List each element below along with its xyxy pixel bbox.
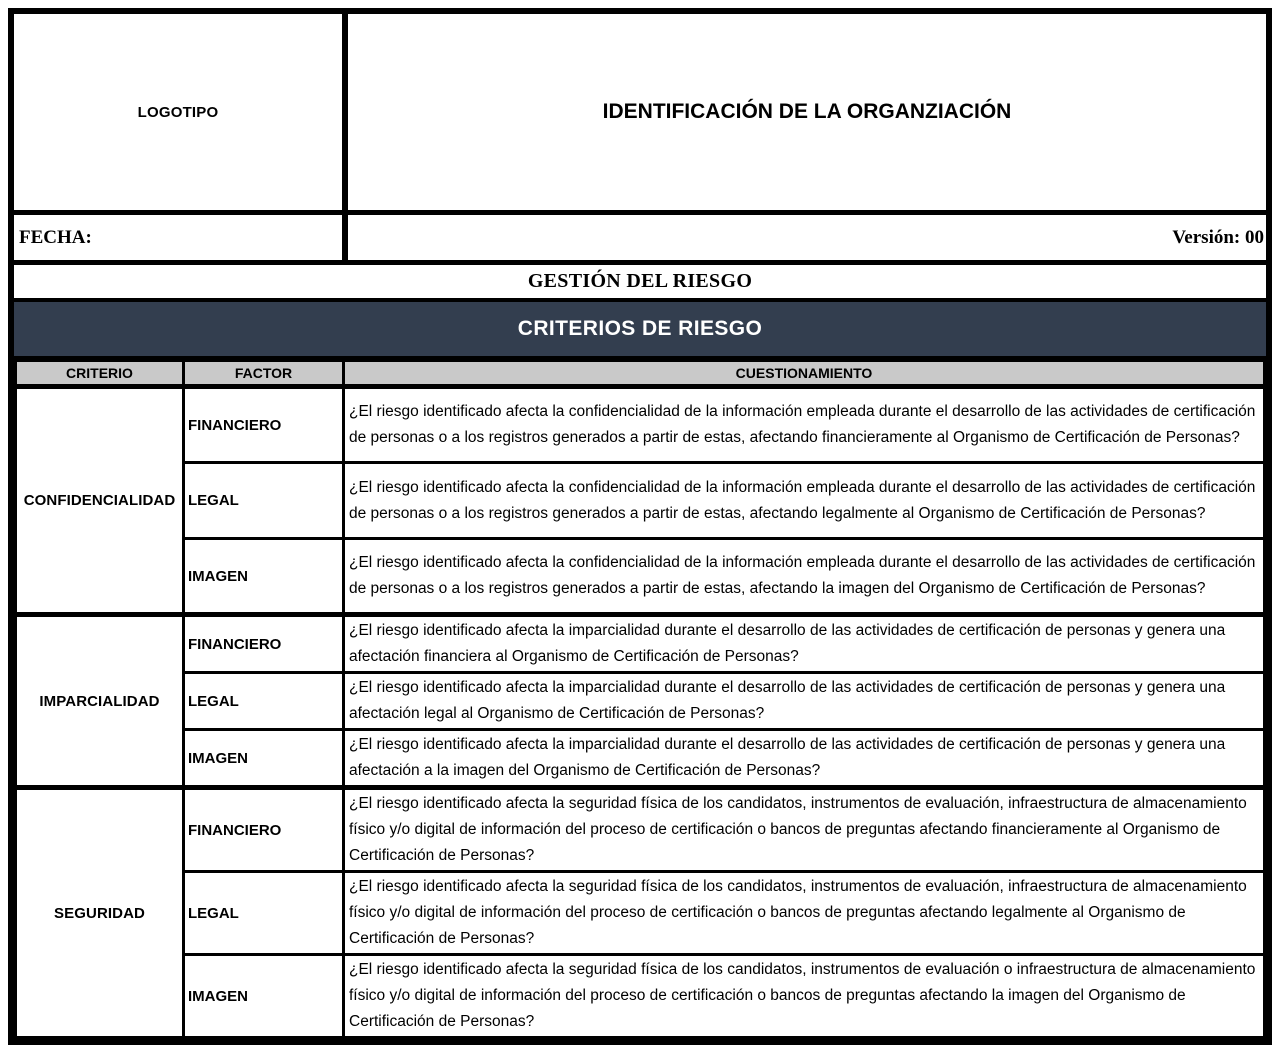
group-seguridad — [16, 788, 1265, 1038]
table-row — [16, 615, 1265, 673]
factor-label: IMAGEN — [184, 539, 344, 615]
group-imparcialidad — [16, 615, 1265, 788]
question-text: ¿El riesgo identificado afecta la seguridad física de los candidatos, instrumentos de evaluación, infraestructura de almacenamiento físico y/o digital de información del proceso de certificación o bancos de preguntas afectando legalmente al Organismo de Certificación de Personas? — [344, 872, 1265, 955]
factor-label: LEGAL — [184, 872, 344, 955]
factor-label: FINANCIERO — [184, 387, 344, 463]
question-text: ¿El riesgo identificado afecta la imparcialidad durante el desarrollo de las actividades de certificación de personas y genera una afectación a la imagen del Organismo de Certificación de Personas? — [344, 730, 1265, 788]
risk-document — [8, 8, 1272, 1045]
risk-criteria-table — [14, 359, 1266, 1039]
table-row — [16, 788, 1265, 872]
question-text: ¿El riesgo identificado afecta la confidencialidad de la información empleada durante el desarrollo de las actividades de certificación de personas o a los registros generados a partir de estas, afectando la imagen del Organismo de Certificación de Personas? — [344, 539, 1265, 615]
question-text: ¿El riesgo identificado afecta la seguridad física de los candidatos, instrumentos de evaluación o infraestructura de almacenamiento físico y/o digital de información del proceso de certificación o bancos de preguntas afectando la imagen del Organismo de Certificación de Personas? — [344, 955, 1265, 1038]
table-row — [16, 673, 1265, 730]
question-text: ¿El riesgo identificado afecta la confidencialidad de la información empleada durante el desarrollo de las actividades de certificación de personas o a los registros generados a partir de estas, afectando financieramente al Organismo de Certificación de Personas? — [344, 387, 1265, 463]
criterio-seguridad: SEGURIDAD — [16, 788, 184, 1038]
group-confidencialidad — [16, 387, 1265, 615]
table-row — [16, 463, 1265, 539]
question-text: ¿El riesgo identificado afecta la imparcialidad durante el desarrollo de las actividades de certificación de personas y genera una afectación legal al Organismo de Certificación de Personas? — [344, 673, 1265, 730]
factor-label: LEGAL — [184, 463, 344, 539]
section-title: GESTIÓN DEL RIESGO — [14, 260, 1266, 302]
question-text: ¿El riesgo identificado afecta la imparcialidad durante el desarrollo de las actividades de certificación de personas y genera una afectación financiera al Organismo de Certificación de Personas? — [344, 615, 1265, 673]
table-row — [16, 539, 1265, 615]
factor-label: LEGAL — [184, 673, 344, 730]
question-text: ¿El riesgo identificado afecta la confidencialidad de la información empleada durante el desarrollo de las actividades de certificación de personas o a los registros generados a partir de estas, afectando legalmente al Organismo de Certificación de Personas? — [344, 463, 1265, 539]
logo-placeholder: LOGOTIPO — [14, 14, 348, 210]
version-label: Versión: 00 — [348, 210, 1266, 260]
section-subtitle-banner: CRITERIOS DE RIESGO — [14, 302, 1266, 359]
table-header-row — [16, 361, 1265, 387]
factor-label: FINANCIERO — [184, 788, 344, 872]
column-header-factor: FACTOR — [184, 361, 344, 387]
factor-label: FINANCIERO — [184, 615, 344, 673]
table-row — [16, 955, 1265, 1038]
criterio-imparcialidad: IMPARCIALIDAD — [16, 615, 184, 788]
table-row — [16, 730, 1265, 788]
factor-label: IMAGEN — [184, 730, 344, 788]
identification-header — [14, 14, 1266, 260]
table-row — [16, 872, 1265, 955]
criterio-confidencialidad: CONFIDENCIALIDAD — [16, 387, 184, 615]
organization-title: IDENTIFICACIÓN DE LA ORGANZIACIÓN — [348, 14, 1266, 210]
factor-label: IMAGEN — [184, 955, 344, 1038]
table-row — [16, 387, 1265, 463]
question-text: ¿El riesgo identificado afecta la seguridad física de los candidatos, instrumentos de evaluación, infraestructura de almacenamiento físico y/o digital de información del proceso de certificación o bancos de preguntas afectando financieramente al Organismo de Certificación de Personas? — [344, 788, 1265, 872]
column-header-criterio: CRITERIO — [16, 361, 184, 387]
column-header-cuestionamiento: CUESTIONAMIENTO — [344, 361, 1265, 387]
date-label: FECHA: — [14, 210, 348, 260]
